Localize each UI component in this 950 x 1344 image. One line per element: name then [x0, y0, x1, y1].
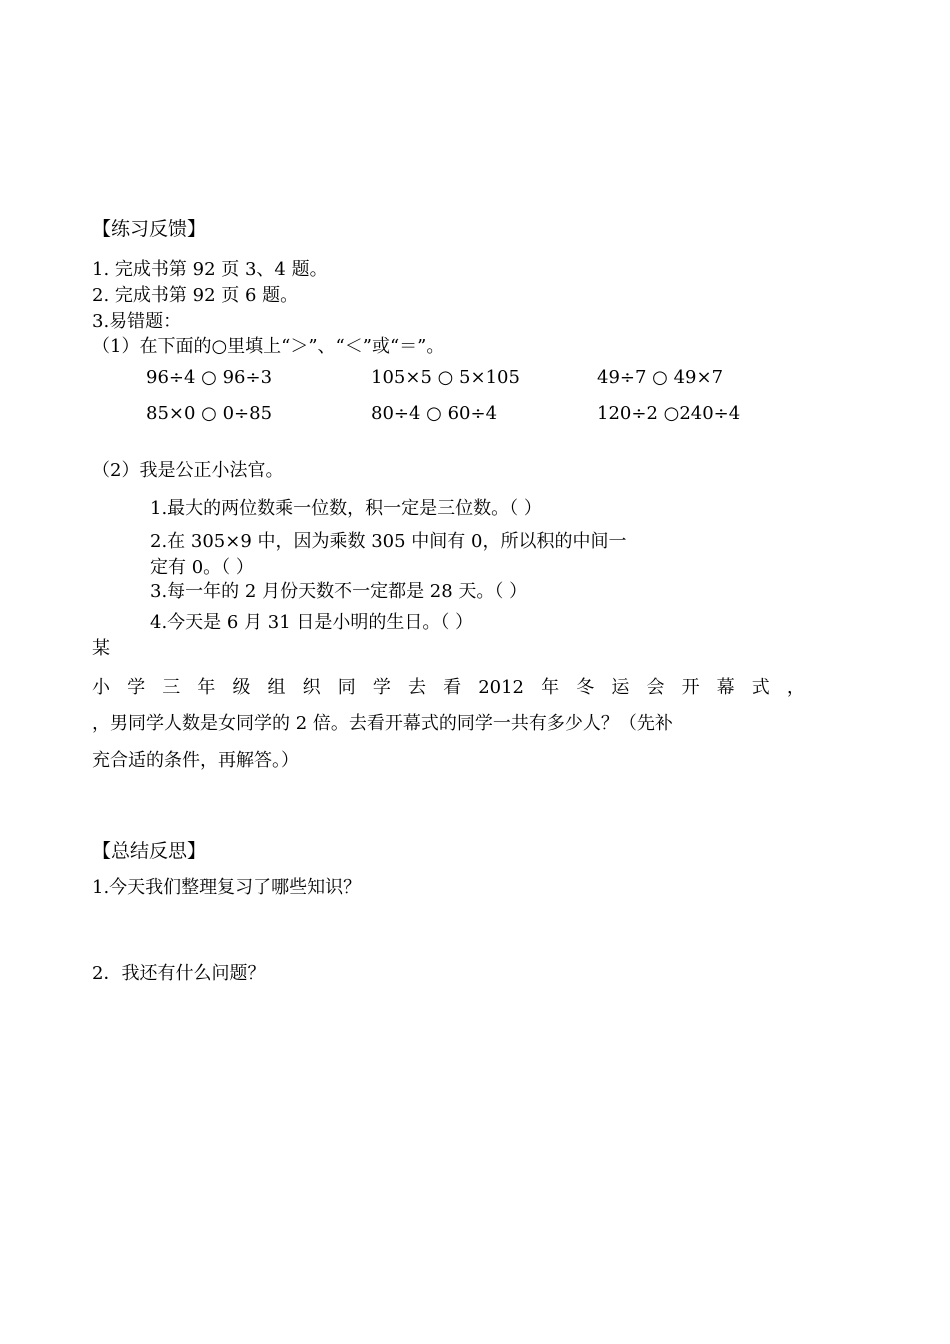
- practice-item-3: 3.易错题：: [92, 311, 182, 332]
- word-problem-char: 冬: [576, 677, 595, 698]
- compare-item: 105×5 ○ 5×105: [371, 367, 520, 388]
- judge-question-2-continued: 定有 0。（ ）: [150, 557, 254, 578]
- word-problem-char: 去: [407, 677, 426, 698]
- compare-item: 120÷2 ○240÷4: [597, 403, 741, 424]
- word-problem-char: ，: [786, 677, 805, 698]
- word-problem-char: 级: [232, 677, 251, 698]
- practice-item-1: 1. 完成书第 92 页 3、4 题。: [92, 259, 328, 280]
- word-problem-char: 三: [162, 677, 181, 698]
- word-problem-char: 会: [646, 677, 665, 698]
- practice-item-2: 2. 完成书第 92 页 6 题。: [92, 285, 299, 306]
- word-problem-char: 运: [611, 677, 630, 698]
- word-problem-char: 2012: [478, 677, 525, 698]
- judge-question-3: 3.每一年的 2 月份天数不一定都是 28 天。（ ）: [150, 581, 528, 602]
- compare-item: 80÷4 ○ 60÷4: [371, 403, 498, 424]
- compare-item: 49÷7 ○ 49×7: [597, 367, 724, 388]
- judge-question-1: 1.最大的两位数乘一位数，积一定是三位数。（ ）: [150, 498, 542, 519]
- judge-question-2: 2.在 305×9 中，因为乘数 305 中间有 0，所以积的中间一: [150, 531, 627, 552]
- word-problem-char: 年: [541, 677, 560, 698]
- compare-instruction: （1）在下面的○里填上“＞”、“＜”或“＝”。: [92, 336, 445, 357]
- word-problem-char: 学: [372, 677, 391, 698]
- word-problem-char: 式: [751, 677, 770, 698]
- word-problem-char: 织: [302, 677, 321, 698]
- word-problem-char: 开: [681, 677, 700, 698]
- word-problem-char: 年: [197, 677, 216, 698]
- word-problem-line-1: 某: [92, 638, 110, 659]
- word-problem-char: 同: [337, 677, 356, 698]
- word-problem-char: 看: [443, 677, 462, 698]
- summary-question-2: 2．我还有什么问题？: [92, 963, 266, 984]
- judge-question-4: 4.今天是 6 月 31 日是小明的生日。（ ）: [150, 612, 474, 633]
- word-problem-char: 组: [267, 677, 286, 698]
- compare-row-1: [0, 367, 950, 389]
- summary-question-1: 1.今天我们整理复习了哪些知识？: [92, 877, 362, 898]
- practice-heading: 【练习反馈】: [92, 218, 207, 240]
- word-problem-line-4: 充合适的条件，再解答。）: [92, 750, 299, 771]
- judge-instruction: （2）我是公正小法官。: [92, 460, 284, 481]
- summary-heading: 【总结反思】: [92, 840, 207, 862]
- word-problem-char: 学: [127, 677, 146, 698]
- word-problem-line-3: ，男同学人数是女同学的 2 倍。去看开幕式的同学一共有多少人？（先补: [92, 713, 673, 734]
- word-problem-char: 幕: [716, 677, 735, 698]
- compare-row-2: [0, 403, 950, 425]
- word-problem-char: 小: [92, 677, 110, 698]
- word-problem-line-2: [92, 679, 805, 697]
- compare-item: 85×0 ○ 0÷85: [146, 403, 273, 424]
- compare-item: 96÷4 ○ 96÷3: [146, 367, 273, 388]
